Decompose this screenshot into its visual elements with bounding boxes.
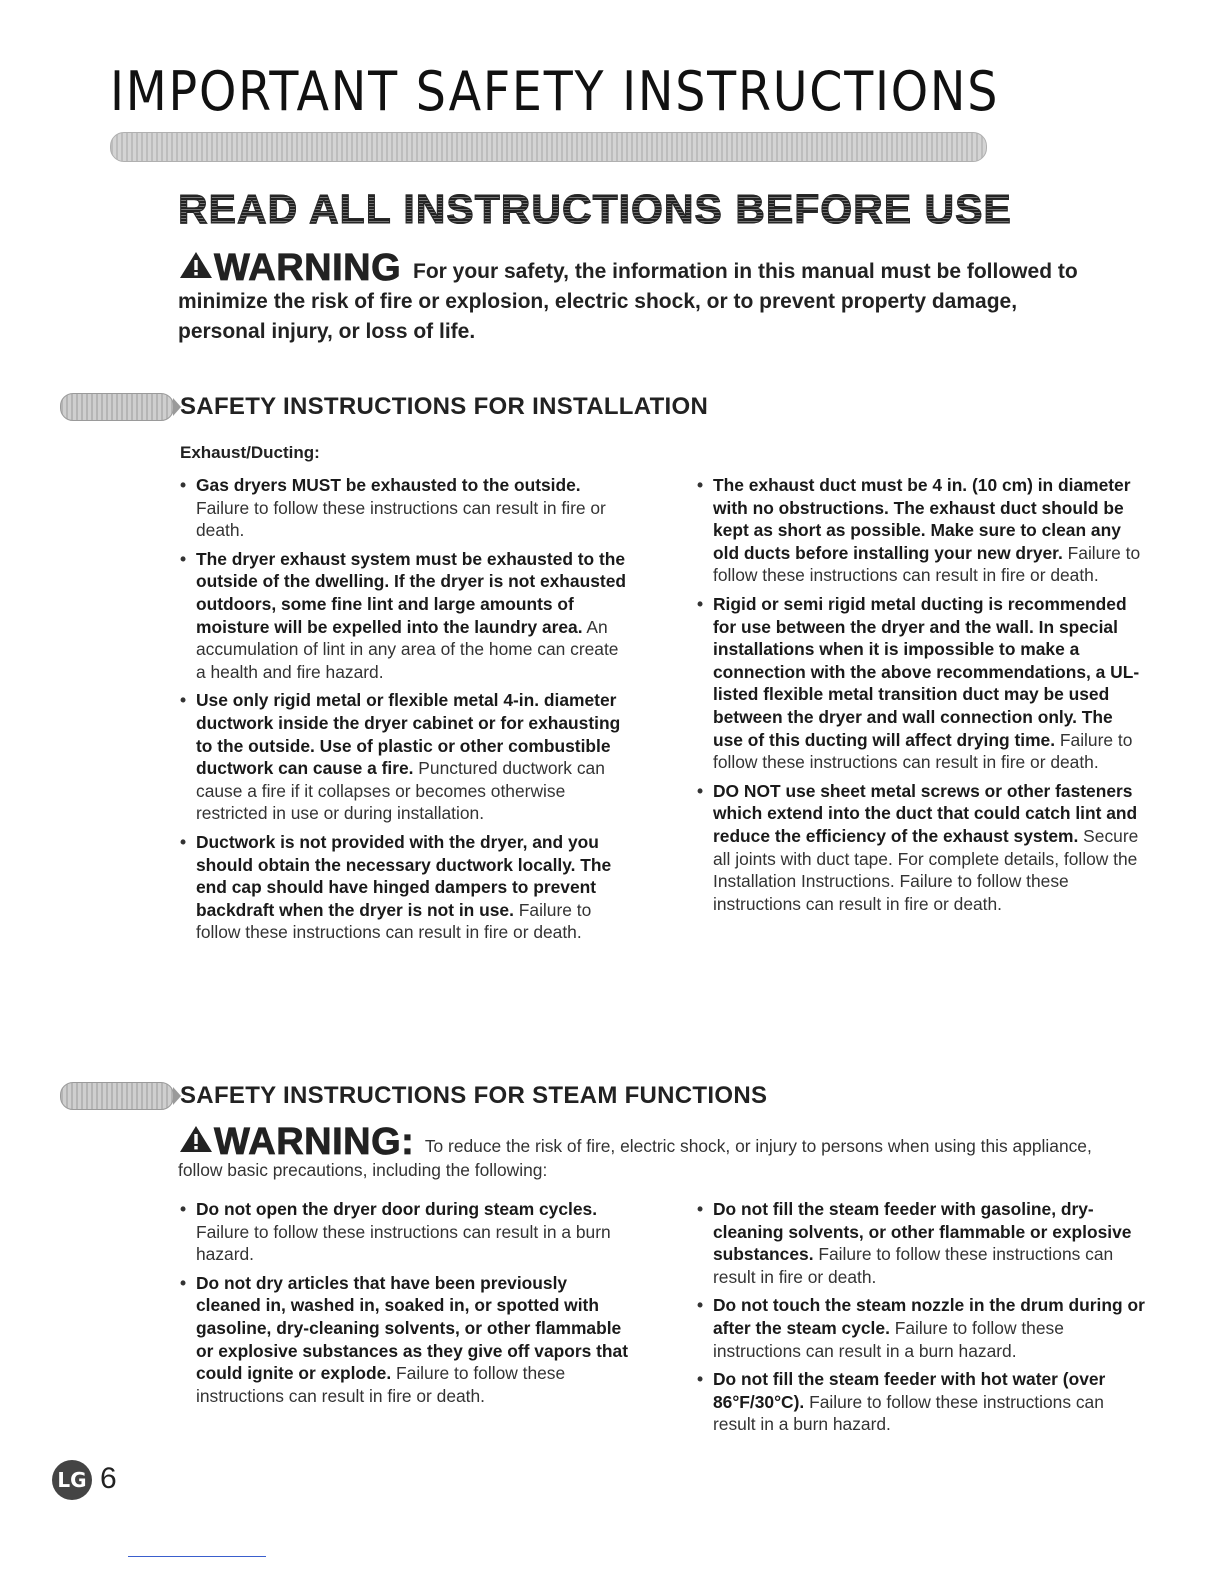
- bullet-bold-text: Rigid or semi rigid metal ducting is recommended for use between the dryer and the wall. In special installations when it is impossible to make a connection with the above recommendations, a UL-listed flexible metal transition duct may be used between the dryer and wall connection only. The use of this ducting will affect drying time.: [713, 593, 1140, 750]
- bullet-item: [178, 474, 628, 542]
- warning-triangle-icon: [178, 1124, 214, 1154]
- bullet-item: [178, 831, 628, 944]
- installation-left-column: [178, 474, 628, 950]
- installation-right-column: [695, 474, 1145, 921]
- bullet-detail-text: Failure to follow these instructions can result in a burn hazard.: [713, 1317, 1064, 1361]
- steam-warning-text: To reduce the risk of fire, electric shock, or injury to persons when using this appliance, follow basic precautions, including the following:: [178, 1136, 1092, 1180]
- steam-section-title: SAFETY INSTRUCTIONS FOR STEAM FUNCTIONS: [180, 1082, 768, 1109]
- bullet-bold-text: The exhaust duct must be 4 in. (10 cm) in diameter with no obstructions. The exhaust duct should be kept as short as possible. Make sure to clean any old ducts before installing your new dryer.: [713, 475, 1131, 563]
- bullet-item: [695, 1294, 1145, 1362]
- warning-block: [178, 247, 1078, 347]
- bullet-bold-text: The dryer exhaust system must be exhausted to the outside of the dwelling. If the dryer is not exhausted outdoors, some fine lint and large amounts of moisture will be expelled into the laundry area.: [196, 548, 626, 637]
- bullet-item: [695, 474, 1145, 587]
- bullet-bold-text: Ductwork is not provided with the dryer, and you should obtain the necessary ductwork locally. The end cap should have hinged dampers to prevent backdraft when the dryer is not in use.: [196, 831, 612, 920]
- lg-logo: LG: [52, 1460, 92, 1500]
- bullet-item: [695, 1368, 1145, 1436]
- steam-right-column: [695, 1198, 1145, 1442]
- bullet-item: [178, 1272, 628, 1408]
- bullet-item: [178, 689, 628, 825]
- section-pill-icon: [60, 393, 174, 421]
- bullet-detail-text: Failure to follow these instructions can result in fire or death.: [196, 497, 606, 541]
- title-divider-bar: [110, 132, 987, 162]
- bullet-detail-text: Failure to follow these instructions can result in fire or death.: [713, 542, 1141, 586]
- bullet-item: [695, 1198, 1145, 1288]
- bullet-detail-text: Punctured ductwork can cause a fire if it collapses or becomes otherwise restricted in use or during installation.: [196, 758, 605, 824]
- bullet-item: [695, 780, 1145, 916]
- steam-warning-label: WARNING:: [214, 1121, 415, 1163]
- bullet-bold-text: Gas dryers MUST be exhausted to the outside.: [196, 475, 581, 495]
- footer-link-line: [128, 1556, 266, 1557]
- bullet-item: [695, 593, 1145, 774]
- bullet-item: [178, 1198, 628, 1266]
- warning-triangle-icon: [178, 250, 214, 280]
- bullet-detail-text: Failure to follow these instructions can result in fire or death.: [196, 1363, 566, 1406]
- bullet-bold-text: Use only rigid metal or flexible metal 4-in. diameter ductwork inside the dryer cabinet or for exhausting to the outside. Use of plastic or other combustible ductwork can cause a fire.: [196, 690, 621, 779]
- page-title: IMPORTANT SAFETY INSTRUCTIONS: [110, 60, 1000, 123]
- read-all-heading: READ ALL INSTRUCTIONS BEFORE USE: [178, 186, 1012, 232]
- bullet-detail-text: Secure all joints with duct tape. For complete details, follow the Installation Instructions. Failure to follow these instructions can result in fire or death.: [713, 825, 1139, 914]
- bullet-detail-text: Failure to follow these instructions can result in fire or death.: [196, 899, 592, 943]
- bullet-bold-text: Do not open the dryer door during steam cycles.: [196, 1199, 598, 1219]
- bullet-bold-text: Do not touch the steam nozzle in the drum during or after the steam cycle.: [713, 1295, 1145, 1338]
- bullet-bold-text: DO NOT use sheet metal screws or other fasteners which extend into the duct that could catch lint and reduce the efficiency of the exhaust system.: [713, 780, 1138, 846]
- installation-section-header: [60, 390, 708, 424]
- bullet-detail-text: Failure to follow these instructions can result in fire or death.: [713, 1244, 1114, 1287]
- section-pill-icon: [60, 1082, 174, 1110]
- steam-warning-block: [178, 1121, 1138, 1182]
- warning-label: WARNING: [214, 247, 402, 289]
- bullet-detail-text: Failure to follow these instructions can result in a burn hazard.: [713, 1391, 1104, 1435]
- page-number: 6: [100, 1462, 117, 1495]
- bullet-bold-text: Do not dry articles that have been previously cleaned in, washed in, soaked in, or spotted with gasoline, dry-cleaning solvents, or other flammable or explosive substances as they give off vapors that could ignite or explode.: [196, 1272, 629, 1384]
- exhaust-ducting-subhead: Exhaust/Ducting:: [180, 443, 320, 462]
- bullet-detail-text: An accumulation of lint in any area of the home can create a health and fire hazard.: [196, 616, 619, 682]
- bullet-item: [178, 548, 628, 684]
- warning-lead-text: For your safety, the information in this manual must be: [413, 260, 962, 283]
- steam-section-header: [60, 1079, 767, 1113]
- bullet-bold-text: Do not fill the steam feeder with gasoline, dry-cleaning solvents, or other flammable or explosive substances.: [713, 1199, 1132, 1265]
- bullet-detail-text: Failure to follow these instructions can result in fire or death.: [713, 729, 1133, 773]
- bullet-detail-text: Failure to follow these instructions can result in a burn hazard.: [196, 1221, 611, 1265]
- warning-rest-text: followed to minimize the risk of fire or explosion, electric shock, or to prevent property damage, personal injury, or loss of life.: [178, 260, 1078, 343]
- bullet-bold-text: Do not fill the steam feeder with hot water (over 86°F/30°C).: [713, 1369, 1106, 1412]
- installation-section-title: SAFETY INSTRUCTIONS FOR INSTALLATION: [180, 393, 709, 420]
- steam-left-column: [178, 1198, 628, 1413]
